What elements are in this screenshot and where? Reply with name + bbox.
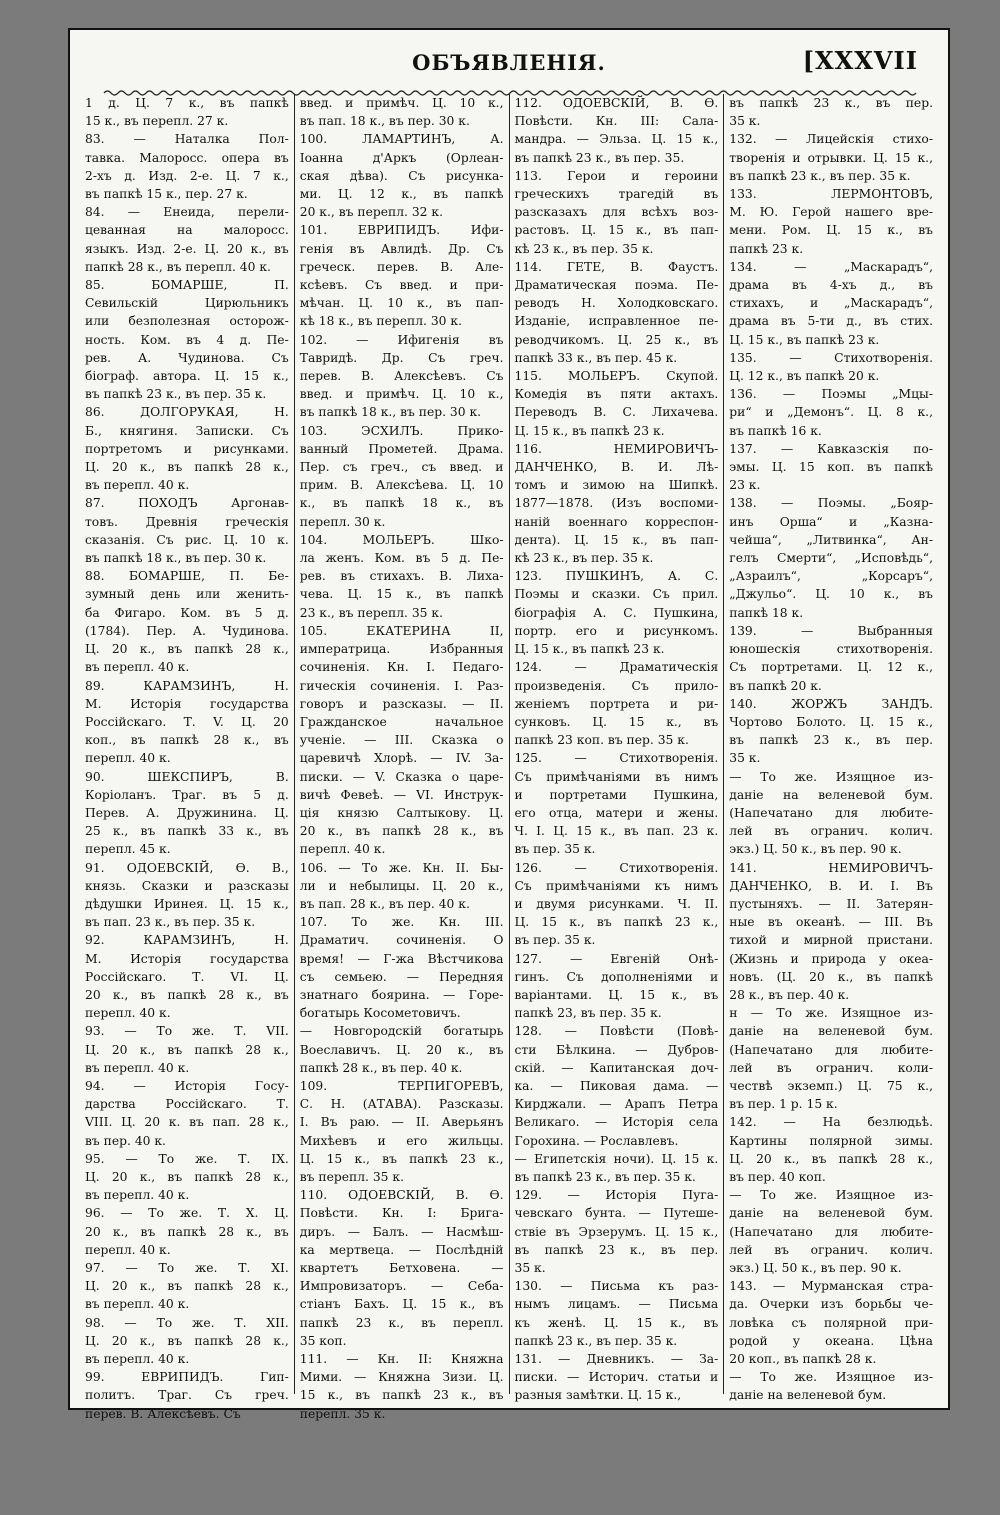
text-line: 136. — Поэмы „Мцы-	[729, 387, 933, 402]
text-line: пустыняхъ. — II. Затерян-	[729, 896, 933, 911]
text-line: (Напечатано для любите-	[729, 805, 933, 820]
text-line: или безполезная осторож-	[85, 314, 289, 329]
text-line: ДАНЧЕНКО, В. И. I. Въ	[729, 878, 933, 893]
text-line: перепл. 40 к.	[85, 1006, 171, 1021]
text-line: (Жизнь и природа у океа-	[729, 951, 933, 966]
text-line: въ перепл. 35 к.	[299, 1169, 405, 1184]
text-line: ДАНЧЕНКО, В. И. Лѣ-	[514, 460, 719, 475]
text-line: разсказахъ для всѣхъ воз-	[514, 205, 719, 220]
text-line: чева. Ц. 15 к., въ папкѣ	[299, 587, 504, 602]
text-line: 116. НЕМИРОВИЧЪ-	[514, 441, 719, 456]
text-line: гическія сочиненія. I. Раз-	[299, 678, 504, 693]
text-line: I. Въ раю. — II. Аверьянъ	[299, 1115, 504, 1130]
text-line: н — То же. Изящное из-	[729, 1006, 933, 1021]
text-line: перепл. 45 к.	[85, 842, 171, 857]
text-line: Ц. 20 к., въ папкѣ 28 к.,	[85, 642, 289, 657]
text-line: дента). Ц. 15 к., въ пап-	[514, 532, 719, 547]
text-line: Драматическая поэма. Пе-	[514, 278, 719, 293]
page-sheet	[68, 28, 950, 1421]
text-line: творенія и отрывки. Ц. 15 к.,	[729, 150, 933, 165]
text-line: Ц. 20 к., въ папкѣ 28 к.,	[85, 1279, 289, 1294]
column-4	[723, 94, 938, 1403]
text-line: Съ портретами. Ц. 12 к.,	[729, 660, 933, 675]
text-line: М. Исторія государства	[85, 696, 289, 711]
text-line: 87. ПОХОДЪ Аргонав-	[85, 496, 289, 511]
text-line: въ папкѣ 18 к., въ пер. 30 к.	[85, 551, 267, 566]
text-line: богатырь Косометовичъ.	[299, 1006, 461, 1021]
text-line: ри“ и „Демонъ“. Ц. 8 к.,	[729, 405, 933, 420]
text-line: — Египетскія ночи). Ц. 15 к.	[514, 1151, 719, 1166]
text-line: 2-хъ д. Изд. 2-е. Ц. 7 к.,	[85, 168, 289, 183]
text-line: писки. — V. Сказка о царе-	[299, 769, 504, 784]
text-line: диръ. — Балъ. — Насмѣш-	[299, 1224, 504, 1239]
text-line: къ женѣ. Ц. 15 к., въ	[514, 1315, 719, 1330]
text-line: Іоанна д'Аркъ (Орлеан-	[299, 150, 504, 165]
text-line: 101. ЕВРИПИДЪ. Ифи-	[299, 223, 504, 238]
text-line: нымъ лицамъ. — Письма	[514, 1297, 719, 1312]
text-line: 124. — Драматическія	[514, 660, 719, 675]
text-line: Поэмы и сказки. Съ прил.	[514, 587, 719, 602]
text-line: 35 коп.	[299, 1333, 347, 1348]
text-line: папкѣ 18 к.	[729, 605, 804, 620]
text-line: 113. Герои и героини	[514, 168, 719, 183]
page-header	[70, 44, 948, 90]
text-line: царевичѣ Хлорѣ. — IV. За-	[299, 751, 504, 766]
text-line: политъ. Траг. Съ греч.	[85, 1388, 289, 1403]
text-line: 20 к., въ папкѣ 28 к., въ	[85, 1224, 289, 1239]
text-line: ба Фигаро. Ком. въ 5 д.	[85, 605, 289, 620]
text-line: 84. — Енеида, перели-	[85, 205, 289, 220]
text-line: папкѣ 28 к., въ перепл. 40 к.	[85, 259, 271, 274]
text-line: 125. — Стихотворенія.	[514, 751, 719, 766]
text-line: въ пер. 40 коп.	[729, 1169, 826, 1184]
text-line: въ пер. 35 к.	[514, 933, 596, 948]
page-number: [XXXVII	[802, 46, 918, 75]
text-line: ствіе въ Эрзерумъ. Ц. 15 к.,	[514, 1224, 719, 1239]
text-line: въ пап. 18 к., въ пер. 30 к.	[299, 114, 470, 129]
text-line: 15 к., въ папкѣ 23 к., въ	[299, 1388, 504, 1403]
text-line: 141. НЕМИРОВИЧЪ-	[729, 860, 933, 875]
text-line: папкѣ 23 к.	[729, 241, 804, 256]
text-line: даніе на веленевой бум.	[729, 1206, 933, 1221]
text-line: Ц. 15 к., въ папкѣ 23 к.,	[299, 1151, 504, 1166]
text-line: сказанія. Съ рис. Ц. 10 к.	[85, 532, 289, 547]
text-line: мени. Ром. Ц. 15 к., въ	[729, 223, 933, 238]
text-line: 35 к.	[729, 751, 761, 766]
text-line: чевскаго бунта. — Путеше-	[514, 1206, 719, 1221]
text-line: Михѣевъ и его жильцы.	[299, 1133, 504, 1148]
text-line: драма въ 4-хъ д., въ	[729, 278, 933, 293]
text-line: 110. ОДОЕВСКІЙ, В. Ѳ.	[299, 1188, 504, 1203]
text-line: Ц. 12 к., въ папкѣ 20 к.	[729, 369, 880, 384]
text-line: ми. Ц. 12 к., въ папкѣ	[299, 187, 504, 202]
text-line: 106. — То же. Кн. II. Бы-	[299, 860, 504, 875]
text-line: Ц. 15 к., въ папкѣ 23 к.	[729, 332, 880, 347]
text-line: въ папкѣ 18 к., въ пер. 30 к.	[299, 405, 482, 420]
text-line: Ц. 15 к., въ папкѣ 23 к.	[514, 642, 665, 657]
text-line: 97. — То же. Т. XI.	[85, 1261, 289, 1275]
text-line: Горохина. — Рославлевъ.	[514, 1133, 679, 1148]
text-line: въ папкѣ 23 к., въ пер. 35 к.	[729, 168, 911, 183]
text-line: перепл. 40 к.	[299, 842, 386, 857]
text-line: папкѣ 28 к., въ пер. 40 к.	[299, 1060, 463, 1075]
text-line: 98. — То же. Т. XII.	[85, 1315, 289, 1330]
text-line: 100. ЛАМАРТИНЪ, А.	[299, 132, 504, 147]
text-line: Съ примѣчаніями въ нимъ	[514, 769, 719, 784]
text-line: въ пер. 40 к.	[85, 1133, 166, 1148]
text-line: варіантами. Ц. 15 к., въ	[514, 987, 719, 1002]
text-line: квартетъ Бетховена. —	[299, 1261, 504, 1275]
text-line: 114. ГЕТЕ, В. Фаустъ.	[514, 259, 719, 274]
text-line: знатнаго боярина. — Горе-	[299, 987, 504, 1002]
text-line: Ч. I. Ц. 15 к., въ пап. 23 к.	[514, 824, 719, 839]
text-line: 20 к., въ перепл. 32 к.	[299, 205, 443, 220]
text-line: (Напечатано для любите-	[729, 1042, 933, 1057]
text-line: Великаго. — Исторія села	[514, 1115, 719, 1130]
text-line: тихой и мирной пристани.	[729, 933, 933, 948]
text-line: Перев. А. Дружинина. Ц.	[85, 805, 289, 820]
text-line: ученіе. — III. Сказка о	[299, 733, 504, 748]
text-line: 83. — Наталка Пол-	[85, 132, 289, 147]
text-line: греческ. перев. В. Але-	[299, 259, 504, 274]
text-line: 130. — Письма къ раз-	[514, 1279, 719, 1294]
text-line: 1877—1878. (Изъ воспоми-	[514, 496, 719, 511]
text-line: 1 д. Ц. 7 к., въ папкѣ	[85, 96, 289, 110]
text-line: да. Очерки изъ борьбы че-	[729, 1297, 933, 1312]
text-line: 128. — Повѣсти (Повѣ-	[514, 1024, 719, 1039]
text-line: произведенія. Съ прило-	[514, 678, 719, 693]
text-line: 131. — Дневникъ. — За-	[514, 1352, 719, 1367]
text-line: Россійскаго. Т. V. Ц. 20	[85, 714, 289, 729]
text-line: 104. МОЛЬЕРЪ. Шко-	[299, 532, 504, 547]
text-line: въ перепл. 40 к.	[85, 478, 190, 493]
text-line: экз.) Ц. 50 к., въ пер. 90 к.	[729, 842, 902, 857]
text-line: юношескія стихотворенія.	[729, 642, 933, 657]
text-line: к., въ папкѣ 18 к., въ	[299, 496, 504, 511]
text-line: Б., княгиня. Записки. Съ	[85, 423, 289, 438]
text-line: 137. — Кавказскія по-	[729, 441, 933, 456]
text-line: 91. ОДОЕВСКІЙ, Ѳ. В.,	[85, 860, 289, 875]
text-line: Коріоланъ. Траг. въ 5 д.	[85, 787, 289, 802]
text-line: 138. — Поэмы. „Бояр-	[729, 496, 933, 511]
text-line: перепл. 35 к.	[299, 1406, 386, 1421]
text-line: 35 к.	[729, 114, 761, 129]
text-line: 133. ЛЕРМОНТОВЪ,	[729, 187, 933, 202]
text-line: разныя замѣтки. Ц. 15 к.,	[514, 1388, 682, 1403]
text-line: Севильскій Цирюльникъ	[85, 296, 289, 311]
text-line: и портретами Пушкина,	[514, 787, 719, 802]
text-line: въ перепл. 40 к.	[85, 1352, 190, 1367]
text-line: 94. — Исторія Госу-	[85, 1078, 289, 1093]
text-line: наній военнаго корреспон-	[514, 514, 719, 529]
text-line: кѣ 23 к., въ пер. 35 к.	[514, 551, 654, 566]
text-line: писки. — Историч. статьи и	[514, 1370, 719, 1385]
text-line: чествѣ экземп.) Ц. 75 к.,	[729, 1078, 933, 1093]
text-line: мѣчан. Ц. 10 к., въ пап-	[299, 296, 504, 311]
text-line: ванный Прометей. Драма.	[299, 441, 504, 456]
text-line: біографія А. С. Пушкина,	[514, 605, 719, 620]
text-line: кѣ 23 к., въ пер. 35 к.	[514, 241, 654, 256]
text-line: папкѣ 33 к., въ пер. 45 к.	[514, 350, 678, 365]
text-line: 102. — Ифигенія въ	[299, 332, 504, 347]
text-line: ка. — Пиковая дама. —	[514, 1078, 719, 1093]
text-line: въ папкѣ 23 к., въ пер. 35 к.	[514, 1169, 696, 1184]
text-line: лей въ огранич. коли-	[729, 1060, 933, 1075]
text-line: въ папкѣ 15 к., пер. 27 к.	[85, 187, 248, 202]
text-line: въ папкѣ 23 к., въ пер. 35.	[514, 150, 685, 165]
text-line: Россійскаго. Т. VI. Ц.	[85, 969, 289, 984]
text-line: въ пап. 28 к., въ пер. 40 к.	[299, 896, 470, 911]
text-line: чейша“, „Литвинка“, Ан-	[729, 532, 933, 547]
text-line: (1784). Пер. А. Чудинова.	[85, 623, 289, 638]
text-line: Чортово Болото. Ц. 15 к.,	[729, 714, 933, 729]
text-line: растовъ. Ц. 15 к., въ пап-	[514, 223, 719, 238]
text-line: драма въ 5-ти д., въ стих.	[729, 314, 933, 329]
text-line: папкѣ 23, въ пер. 35 к.	[514, 1006, 662, 1021]
text-line: Картины полярной зимы.	[729, 1133, 933, 1148]
text-line: ція князю Салтыкову. Ц.	[299, 805, 504, 820]
text-line: томъ и зимою на Шипкѣ.	[514, 478, 719, 493]
text-line: — То же. Изящное из-	[729, 1370, 933, 1385]
text-line: Переводъ В. С. Лихачева.	[514, 405, 719, 420]
text-line: ла женъ. Ком. въ 5 д. Пе-	[299, 551, 504, 566]
text-line: зумный день или женить-	[85, 587, 289, 602]
text-line: 35 к.	[514, 1261, 546, 1275]
text-line: рев. А. Чудинова. Съ	[85, 350, 289, 365]
text-line: стихахъ, и „Маскарадъ“,	[729, 296, 933, 311]
page-title: ОБЪЯВЛЕНІЯ.	[412, 50, 606, 75]
text-line: ловѣка съ полярной при-	[729, 1315, 933, 1330]
advertisement-columns	[80, 94, 938, 1421]
text-line: Воеславичъ. Ц. 20 к., въ	[299, 1042, 504, 1057]
text-line: 86. ДОЛГОРУКАЯ, Н.	[85, 405, 289, 420]
text-line: 129. — Исторія Пуга-	[514, 1188, 719, 1203]
text-line: въ перепл. 40 к.	[85, 1188, 190, 1203]
text-line: Драматич. сочиненія. О	[299, 933, 504, 948]
text-line: перепл. 40 к.	[85, 751, 171, 766]
text-line: 103. ЭСХИЛЪ. Прико-	[299, 423, 504, 438]
text-line: 23 к., въ перепл. 35 к.	[299, 605, 443, 620]
text-line: въ папкѣ 16 к.	[729, 423, 822, 438]
text-line: даніе на веленевой бум.	[729, 1388, 887, 1403]
text-line: эмы. Ц. 15 коп. въ папкѣ	[729, 460, 933, 475]
text-line: Гражданское начальное	[299, 714, 504, 729]
text-line: Ц. 20 к., въ папкѣ 28 к.,	[729, 1151, 933, 1166]
text-line: — То же. Изящное из-	[729, 1188, 933, 1203]
text-line: — Новгородскій богатырь	[299, 1024, 504, 1039]
text-line: Повѣсти. Кн. III: Сала-	[514, 114, 719, 129]
text-line: время! — Г-жа Вѣстчикова	[299, 951, 504, 966]
text-line: 93. — То же. Т. VII.	[85, 1024, 289, 1039]
text-line: князь. Сказки и разсказы	[85, 878, 289, 893]
text-line: даніе на веленевой бум.	[729, 787, 933, 802]
text-line: 96. — То же. Т. X. Ц.	[85, 1206, 289, 1221]
text-line: родой у океана. Цѣна	[729, 1333, 933, 1348]
text-line: 105. ЕКАТЕРИНА II,	[299, 623, 504, 638]
text-line: папкѣ 23 к., въ перепл.	[299, 1315, 504, 1330]
text-line: 15 к., въ перепл. 27 к.	[85, 114, 229, 129]
text-line: лей въ огранич. колич.	[729, 1242, 933, 1257]
text-line: въ перепл. 40 к.	[85, 1297, 190, 1312]
text-line: въ папкѣ 20 к.	[729, 678, 822, 693]
text-line: въ папкѣ 23 к., въ пер.	[729, 733, 933, 748]
text-line: 143. — Мурманская стра-	[729, 1279, 933, 1294]
text-line: 23 к.	[729, 478, 761, 493]
text-line: введ. и примѣч. Ц. 10 к.,	[299, 96, 504, 110]
text-line: перев. В. Алексѣевъ. Съ	[85, 1406, 241, 1421]
text-line: и двумя рисунками. Ч. II.	[514, 896, 719, 911]
text-line: 28 к., въ пер. 40 к.	[729, 987, 850, 1002]
text-line: Кирджали. — Арапъ Петра	[514, 1097, 719, 1112]
text-line: папкѣ 23 коп. въ пер. 35 к.	[514, 733, 689, 748]
text-line: — То же. Изящное из-	[729, 769, 933, 784]
text-line: Мими. — Княжна Зизи. Ц.	[299, 1370, 504, 1385]
text-line: М. Исторія государства	[85, 951, 289, 966]
text-line: Комедія въ пяти актахъ.	[514, 387, 719, 402]
text-line: 127. — Евгеній Онѣ-	[514, 951, 719, 966]
text-line: 134. — „Маскарадъ“,	[729, 259, 933, 274]
text-line: (Напечатано для любите-	[729, 1224, 933, 1239]
text-line: 126. — Стихотворенія.	[514, 860, 719, 875]
column-3	[509, 94, 724, 1403]
text-line: біограф. автора. Ц. 15 к.,	[85, 369, 289, 384]
text-line: его отца, матери и жены.	[514, 805, 719, 820]
text-line: перепл. 40 к.	[85, 1242, 171, 1257]
text-line: гинъ. Съ дополненіями и	[514, 969, 719, 984]
text-line: Ц. 20 к., въ папкѣ 28 к.,	[85, 1042, 289, 1057]
text-line: 132. — Лицейскія стихо-	[729, 132, 933, 147]
column-1	[80, 94, 294, 1421]
text-line: вичѣ Февеѣ. — VI. Инструк-	[299, 787, 504, 802]
text-line: съ семьею. — Передняя	[299, 969, 504, 984]
text-line: 99. ЕВРИПИДЪ. Гип-	[85, 1370, 289, 1385]
text-line: 89. КАРАМЗИНЪ, Н.	[85, 678, 289, 693]
text-line: 95. — То же. Т. IX.	[85, 1151, 289, 1166]
text-line: перепл. 30 к.	[299, 514, 386, 529]
text-line: 92. КАРАМЗИНЪ, Н.	[85, 933, 289, 948]
text-line: рев. въ стихахъ. В. Лиха-	[299, 569, 504, 584]
text-line: 20 коп., въ папкѣ 28 к.	[729, 1352, 877, 1367]
text-line: 20 к., въ папкѣ 28 к., въ	[299, 824, 504, 839]
text-line: въ папкѣ 23 к., въ пер.	[729, 96, 933, 110]
text-line: женіемъ портрета и ри-	[514, 696, 719, 711]
text-line: 123. ПУШКИНЪ, А. С.	[514, 569, 719, 584]
text-line: лей въ огранич. колич.	[729, 824, 933, 839]
text-line: М. Ю. Герой нашего вре-	[729, 205, 933, 220]
text-line: Ц. 20 к., въ папкѣ 28 к.,	[85, 460, 289, 475]
text-line: 142. — На безлюдьѣ.	[729, 1115, 933, 1130]
text-line: реводчикомъ. Ц. 25 к., въ	[514, 332, 719, 347]
text-line: въ перепл. 40 к.	[85, 1060, 190, 1075]
text-line: коп., въ папкѣ 28 к., въ	[85, 733, 289, 748]
text-line: прим. В. Алексѣева. Ц. 10	[299, 478, 504, 493]
text-line: дѣдушки Иринея. Ц. 15 к.,	[85, 896, 289, 911]
text-line: въ пап. 23 к., въ пер. 35 к.	[85, 915, 256, 930]
text-line: Ц. 20 к., въ папкѣ 28 к.,	[85, 1169, 289, 1184]
text-line: VIII. Ц. 20 к. въ пап. 28 к.,	[85, 1115, 289, 1130]
text-line: С. Н. (АТАВА). Разсказы.	[299, 1097, 504, 1112]
text-line: Импровизаторъ. — Себа-	[299, 1279, 504, 1294]
text-line: перев. В. Алексѣевъ. Съ	[299, 369, 504, 384]
text-line: Повѣсти. Кн. I: Брига-	[299, 1206, 504, 1221]
text-line: кѣ 18 к., въ перепл. 30 к.	[299, 314, 462, 329]
text-line: 25 к., въ папкѣ 33 к., въ	[85, 824, 289, 839]
text-line: 135. — Стихотворенія.	[729, 350, 933, 365]
text-line: скій. — Капитанская доч-	[514, 1060, 719, 1075]
text-line: Ц. 15 к., въ папкѣ 23 к.	[514, 423, 665, 438]
text-line: Ц. 20 к., въ папкѣ 28 к.,	[85, 1333, 289, 1348]
text-line: 140. ЖОРЖЪ ЗАНДЪ.	[729, 696, 933, 711]
text-line: говоръ и разсказы. — II.	[299, 696, 504, 711]
text-line: Тавридѣ. Др. Съ греч.	[299, 350, 504, 365]
text-line: въ перепл. 40 к.	[85, 660, 190, 675]
text-line: въ папкѣ 23 к., въ пер. 35 к.	[85, 387, 267, 402]
text-line: „Азраилъ“, „Корсаръ“,	[729, 569, 933, 584]
text-line: сочиненія. Кн. I. Педаго-	[299, 660, 504, 675]
text-line: 139. — Выбранныя	[729, 623, 933, 638]
text-line: 85. БОМАРШЕ, П.	[85, 278, 289, 293]
column-2	[294, 94, 509, 1421]
text-line: Изданіе, исправленное пе-	[514, 314, 719, 329]
text-line: новъ. (Ц. 20 к., въ папкѣ	[729, 969, 933, 984]
text-line: дарства Россійскаго. Т.	[85, 1097, 289, 1112]
text-line: ксѣевъ. Съ введ. и при-	[299, 278, 504, 293]
text-line: стіанъ Бахъ. Ц. 15 к., въ	[299, 1297, 504, 1312]
text-line: товъ. Древнія греческія	[85, 514, 289, 529]
text-line: 111. — Кн. II: Княжна	[299, 1352, 504, 1367]
text-line: сти Бѣлкина. — Дубров-	[514, 1042, 719, 1057]
text-line: 109. ТЕРПИГОРЕВЪ,	[299, 1078, 504, 1093]
text-line: ли и небылицы. Ц. 20 к.,	[299, 878, 504, 893]
text-line: Пер. съ греч., съ введ. и	[299, 460, 504, 475]
text-line: въ папкѣ 23 к., въ пер.	[514, 1242, 719, 1257]
text-line: языкъ. Изд. 2-е. Ц. 20 к., въ	[85, 241, 289, 256]
text-line: Съ примѣчаніями къ нимъ	[514, 878, 719, 893]
text-line: тавка. Малоросс. опера въ	[85, 150, 289, 165]
text-line: 107. То же. Кн. III.	[299, 915, 504, 930]
text-line: даніе на веленевой бум.	[729, 1024, 933, 1039]
text-line: ка мертвеца. — Послѣдній	[299, 1242, 504, 1257]
text-line: 20 к., въ папкѣ 28 к., въ	[85, 987, 289, 1002]
text-line: реводъ Н. Холодковскаго.	[514, 296, 719, 311]
text-line: папкѣ 23 к., въ пер. 35 к.	[514, 1333, 678, 1348]
text-line: введ. и примѣч. Ц. 10 к.,	[299, 387, 504, 402]
text-line: портретомъ и рисунками.	[85, 441, 289, 456]
text-line: въ пер. 1 р. 15 к.	[729, 1097, 838, 1112]
text-line: экз.) Ц. 50 к., въ пер. 90 к.	[729, 1261, 902, 1275]
text-line: греческихъ трагедій въ	[514, 187, 719, 202]
text-line: сунковъ. Ц. 15 к., въ	[514, 714, 719, 729]
text-line: 112. ОДОЕВСКІЙ, В. Ѳ.	[514, 96, 719, 110]
text-line: 88. БОМАРШЕ, П. Бе-	[85, 569, 289, 584]
text-line: цеванная на малоросс.	[85, 223, 289, 238]
text-line: ность. Ком. въ 4 д. Пе-	[85, 332, 289, 347]
text-line: ская дѣва). Съ рисунка-	[299, 168, 504, 183]
text-line: инъ Орша“ и „Казна-	[729, 514, 933, 529]
text-line: гелъ Смерти“, „Исповѣдь“,	[729, 551, 933, 566]
text-line: въ пер. 35 к.	[514, 842, 596, 857]
text-line: 115. МОЛЬЕРЪ. Скупой.	[514, 369, 719, 384]
text-line: императрица. Избранныя	[299, 642, 504, 657]
text-line: „Джульо“. Ц. 10 к., въ	[729, 587, 933, 602]
text-line: генія въ Авлидѣ. Др. Съ	[299, 241, 504, 256]
text-line: 90. ШЕКСПИРЪ, В.	[85, 769, 289, 784]
text-line: ные въ океанѣ. — III. Въ	[729, 915, 933, 930]
text-line: Ц. 15 к., въ папкѣ 23 к.,	[514, 915, 719, 930]
text-line: портр. его и рисункомъ.	[514, 623, 719, 638]
text-line: мандра. — Эльза. Ц. 15 к.,	[514, 132, 719, 147]
